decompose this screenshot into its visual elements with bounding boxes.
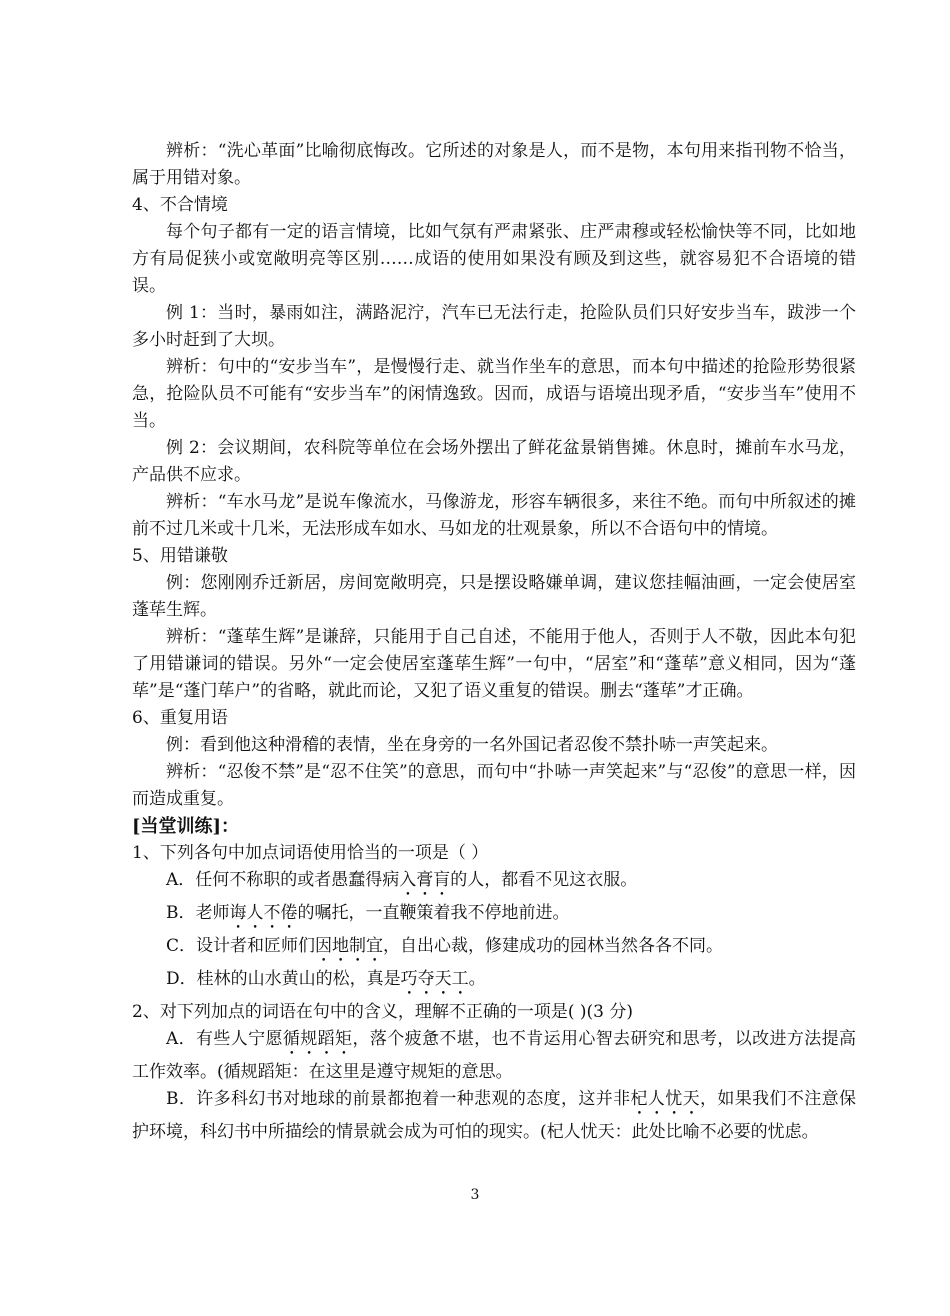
analysis-paragraph: 辨析：“洗心革面”比喻彻底悔改。它所述的对象是人，而不是物，本句用来指刊物不恰当，属于用错对象。 [132,141,856,188]
dotted-word: 循规蹈矩 [282,1029,353,1049]
page-number: 3 [470,1187,480,1203]
option-text: B．老师 [166,903,230,923]
question-1-option-d [132,966,856,999]
example-paragraph: 例 2：会议期间，农科院等单位在会场外摆出了鲜花盆景销售摊。休息时，摊前车水马龙，产品供不应求。 [132,438,856,485]
dotted-word: 诲人不倦 [229,903,298,923]
option-text: 。 [468,969,486,989]
dotted-word: 因地制宜 [315,936,384,956]
analysis-paragraph: 辨析：“蓬荜生辉”是谦辞，只能用于自己自述，不能用于他人，否则于人不敬，因此本句犯了用错谦词的错误。另外“一定会使居室蓬荜生辉”一句中，“居室”和“蓬荜”意义相同，因为“蓬荜”是“蓬门荜户”的省略，就此而论，又犯了语义重复的错误。删去“蓬荜”才正确。 [132,627,856,701]
option-text: D．桂林的山水黄山的松，真是 [166,969,401,989]
option-text: A．有些人宁愿 [166,1029,283,1049]
example-paragraph: 例 1：当时，暴雨如注，满路泥泞，汽车已无法行走，抢险队员们只好安步当车，跋涉一个多小时赶到了大坝。 [132,303,856,350]
question-2-option-a [132,1026,856,1086]
subheading-6: 6、重复用语 [132,708,228,728]
option-text: C．设计者和匠师们 [166,936,316,956]
option-text: A．任何不称职的或者愚蠢得病 [166,870,400,890]
analysis-paragraph: 辨析：“忍俊不禁”是“忍不住笑”的意思，而句中“扑哧一声笑起来”与“忍俊”的意思一样，因而造成重复。 [132,762,856,809]
question-2-option-b [132,1086,856,1146]
question-2-stem: 2、对下列加点的词语在句中的含义，理解不正确的一项是( )(3 分) [132,1002,633,1022]
option-text: ，自出心裁，修建成功的园林当然各各不同。 [383,936,724,956]
dotted-word: 巧夺天工 [400,969,469,989]
page-content [132,138,856,1146]
option-text: 的人，都看不见这衣服。 [450,870,638,890]
option-text: B．许多科幻书对地球的前景都抱着一种悲观的态度，这并非 [166,1089,631,1109]
option-text: ，如果我们不注意保护环境，科幻书中所描绘的情景就会成为可怕的现实。(杞人忧天：此处比喻不必要的忧虑。 [132,1089,857,1142]
question-1-option-c [132,933,856,966]
subheading-4: 4、不合情境 [132,195,228,215]
example-paragraph: 例：您刚刚乔迁新居，房间宽敞明亮，只是摆设略嫌单调，建议您挂幅油画，一定会使居室蓬荜生辉。 [132,573,856,620]
analysis-paragraph: 辨析：“车水马龙”是说车像流水，马像游龙，形容车辆很多，来往不绝。而句中所叙述的摊前不过几米或十几米，无法形成车如水、马如龙的壮观景象，所以不合语句中的情境。 [132,492,856,539]
question-1-option-b [132,900,856,933]
question-1-option-a [132,867,856,900]
example-paragraph: 例：看到他这种滑稽的表情，坐在身旁的一名外国记者忍俊不禁扑哧一声笑起来。 [166,735,778,755]
analysis-paragraph: 辨析：句中的“安步当车”，是慢慢行走、就当作坐车的意思，而本句中描述的抢险形势很紧急，抢险队员不可能有“安步当车”的闲情逸致。因而，成语与语境出现矛盾，“安步当车”使用不当。 [132,357,856,431]
subheading-5: 5、用错谦敬 [132,546,228,566]
dotted-word: 杞人忧天 [630,1089,701,1109]
option-text: ，落个疲惫不堪，也不肯运用心智去研究和思考，以改进方法提高工作效率。(循规蹈矩：在这里是遵守规矩的意思。 [132,1029,857,1082]
dotted-word: 入膏肓 [399,870,451,890]
section-title: [当堂训练]： [132,816,240,837]
body-paragraph: 每个句子都有一定的语言情境，比如气氛有严肃紧张、庄严肃穆或轻松愉快等不同，比如地方有局促狭小或宽敞明亮等区别……成语的使用如果没有顾及到这些，就容易犯不合语境的错误。 [132,222,856,296]
option-text: 的嘱托，一直鞭策着我不停地前进。 [297,903,570,923]
question-1-stem: 1、下列各句中加点词语使用恰当的一项是（ ） [132,843,489,863]
